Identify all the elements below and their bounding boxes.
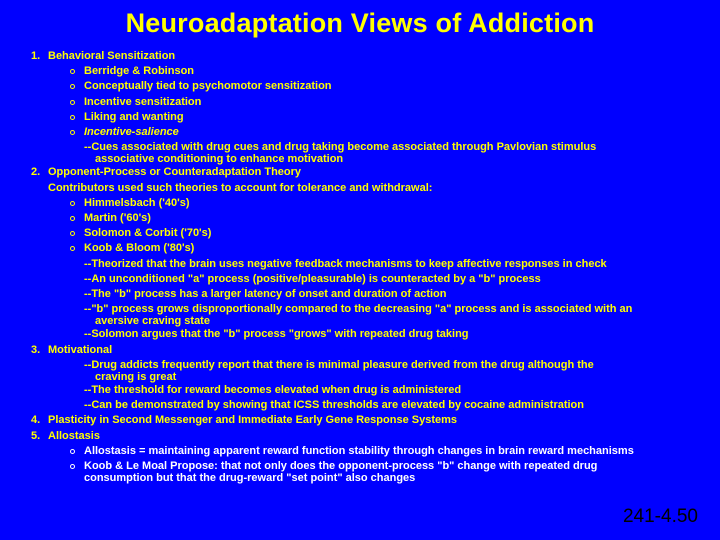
section-number: 3. bbox=[31, 343, 41, 356]
note-continuation bbox=[33, 316, 713, 327]
bullet-item bbox=[33, 211, 713, 226]
note-item bbox=[33, 272, 713, 287]
note-continuation bbox=[33, 372, 713, 383]
bullet-icon bbox=[70, 100, 75, 105]
note-text: associative conditioning to enhance motivation bbox=[95, 153, 344, 166]
bullet-icon bbox=[70, 216, 75, 221]
bullet-text: Incentive sensitization bbox=[84, 95, 202, 108]
slide-body bbox=[33, 49, 713, 484]
bullet-icon bbox=[70, 449, 75, 454]
bullet-continuation bbox=[33, 473, 713, 484]
bullet-icon bbox=[70, 115, 75, 120]
bullet-text: Koob & Le Moal Propose: that not only does the opponent-process "b" change with repeated drug bbox=[84, 460, 598, 473]
note-text: craving is great bbox=[95, 371, 177, 384]
note-item bbox=[33, 257, 713, 272]
note-text: --An unconditioned "a" process (positive/pleasurable) is counteracted by a "b" process bbox=[84, 272, 541, 285]
section-2 bbox=[33, 165, 713, 180]
section-intro bbox=[33, 181, 713, 196]
bullet-text: consumption but that the drug-reward "set point" also changes bbox=[84, 472, 416, 485]
bullet-icon bbox=[70, 231, 75, 236]
slide-title: Neuroadaptation Views of Addiction bbox=[125, 8, 595, 38]
section-3 bbox=[33, 343, 713, 358]
bullet-icon bbox=[70, 464, 75, 469]
bullet-text: Conceptually tied to psychomotor sensitization bbox=[84, 80, 332, 93]
section-heading: Opponent-Process or Counteradaptation Theory bbox=[48, 166, 302, 179]
section-heading: Allostasis bbox=[48, 429, 100, 442]
note-text: --Drug addicts frequently report that there is minimal pleasure derived from the drug although the bbox=[84, 358, 594, 371]
bullet-text: Berridge & Robinson bbox=[84, 65, 195, 78]
note-text: --Solomon argues that the "b" process "grows" with repeated drug taking bbox=[84, 328, 469, 341]
bullet-icon bbox=[70, 201, 75, 206]
section-number: 1. bbox=[31, 50, 41, 62]
section-1 bbox=[33, 49, 713, 64]
section-heading: Motivational bbox=[48, 343, 113, 356]
section-4 bbox=[33, 413, 713, 428]
bullet-text: Himmelsbach ('40's) bbox=[84, 196, 190, 209]
bullet-item bbox=[33, 241, 713, 256]
section-5 bbox=[33, 429, 713, 444]
bullet-icon bbox=[70, 130, 75, 135]
intro-text: Contributors used such theories to account for tolerance and withdrawal: bbox=[48, 181, 433, 194]
bullet-icon bbox=[70, 84, 75, 89]
bullet-item bbox=[33, 79, 713, 94]
note-item bbox=[33, 398, 713, 413]
bullet-item bbox=[33, 110, 713, 125]
section-heading: Behavioral Sensitization bbox=[48, 50, 176, 62]
bullet-icon bbox=[70, 246, 75, 251]
bullet-text: Martin ('60's) bbox=[84, 212, 151, 225]
note-continuation bbox=[33, 154, 713, 165]
bullet-item bbox=[33, 444, 713, 459]
note-item bbox=[33, 383, 713, 398]
note-text: --Cues associated with drug cues and drug taking become associated through Pavlovian stimulus bbox=[84, 141, 597, 154]
section-heading: Plasticity in Second Messenger and Immediate Early Gene Response Systems bbox=[48, 414, 457, 427]
bullet-text: Allostasis = maintaining apparent reward function stability through changes in brain reward mechanisms bbox=[84, 444, 634, 457]
bullet-text: Koob & Bloom ('80's) bbox=[84, 242, 195, 255]
note-item bbox=[33, 327, 713, 342]
bullet-item bbox=[33, 226, 713, 241]
note-text: aversive craving state bbox=[95, 315, 210, 328]
bullet-item bbox=[33, 64, 713, 79]
bullet-item bbox=[33, 125, 713, 140]
bullet-text: Incentive-salience bbox=[84, 126, 179, 139]
note-text: --Theorized that the brain uses negative feedback mechanisms to keep affective responses in check bbox=[84, 257, 607, 270]
bullet-item bbox=[33, 196, 713, 211]
section-number: 5. bbox=[31, 429, 41, 442]
section-number: 4. bbox=[31, 414, 41, 427]
bullet-item bbox=[33, 95, 713, 110]
note-text: --The threshold for reward becomes elevated when drug is administered bbox=[84, 384, 462, 397]
note-text: --Can be demonstrated by showing that ICSS thresholds are elevated by cocaine administration bbox=[84, 399, 584, 412]
section-number: 2. bbox=[31, 166, 41, 179]
bullet-text: Solomon & Corbit ('70's) bbox=[84, 227, 212, 240]
bullet-text: Liking and wanting bbox=[84, 110, 184, 123]
note-text: --"b" process grows disproportionally compared to the decreasing "a" process and is associated with an bbox=[84, 303, 633, 316]
slide-number: 241-4.50 bbox=[622, 506, 698, 527]
note-item bbox=[33, 287, 713, 302]
note-text: --The "b" process has a larger latency of onset and duration of action bbox=[84, 288, 447, 301]
bullet-icon bbox=[70, 69, 75, 74]
